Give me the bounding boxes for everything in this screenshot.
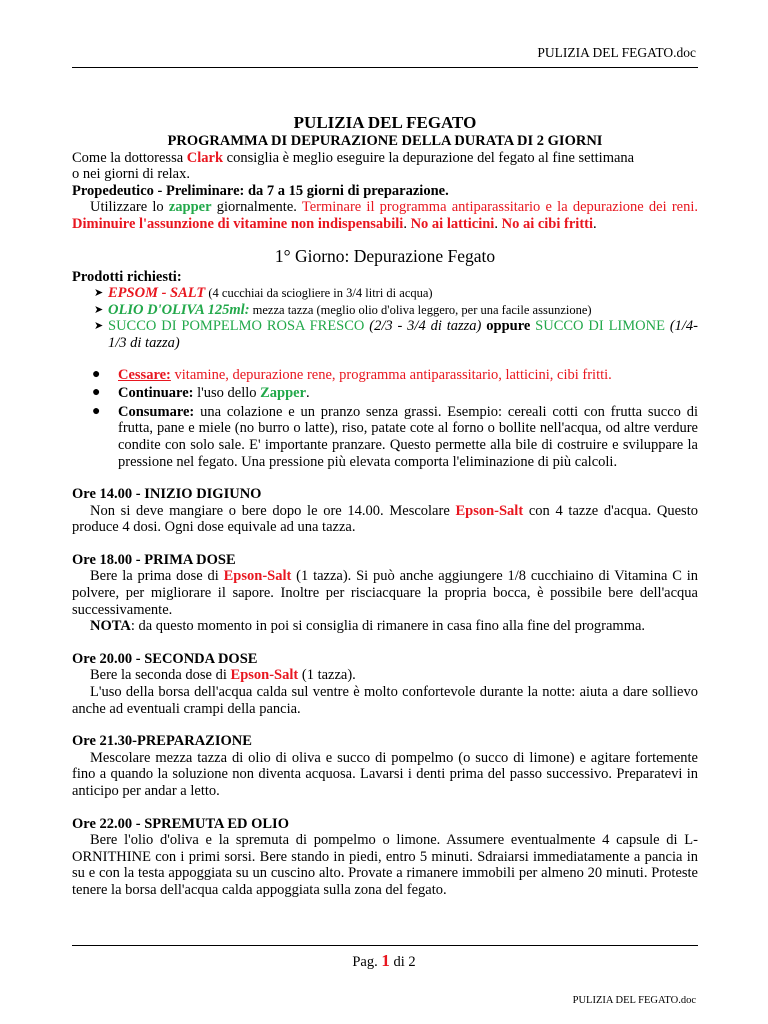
cessare-label: Cessare: xyxy=(118,366,171,383)
punct: . xyxy=(306,385,310,402)
product-qty-2: (1/4- 1/3 di tazza) xyxy=(108,318,699,351)
epson-salt: Epson-Salt xyxy=(223,568,292,585)
document-body xyxy=(72,113,698,899)
propedeutico-line: Propedeutico - Preliminare: da 7 a 15 giorni di preparazione. xyxy=(72,182,449,199)
nota-text: : da questo momento in poi si consiglia di rimanere in casa fino alla fine del programma. xyxy=(130,618,646,635)
arrow-bullet-icon: ➤ xyxy=(94,303,104,316)
warning-latticini: No ai latticini xyxy=(410,215,495,232)
product-item xyxy=(72,285,698,302)
instruction-item xyxy=(72,404,698,470)
punct: . xyxy=(403,215,411,232)
intro-text-3: o nei giorni di relax. xyxy=(72,166,190,183)
intro-text-2: consiglia è meglio eseguire la depurazione del fegato al fine settimana xyxy=(223,149,635,166)
arrow-bullet-icon: ➤ xyxy=(94,320,104,333)
product-or: oppure xyxy=(486,318,531,335)
continuare-text: l'uso dello xyxy=(193,385,261,402)
section-2200 xyxy=(72,816,698,899)
instructions-list xyxy=(72,367,698,471)
arrow-bullet-icon: ➤ xyxy=(94,287,104,300)
continuare-zapper: Zapper xyxy=(260,385,307,402)
text: con 4 tazze d'acqua. Questo produce 4 dosi. Ogni dose equivale ad una tazza. xyxy=(72,502,698,536)
header-divider xyxy=(72,67,698,68)
intro-paragraph xyxy=(72,150,698,183)
products-label: Prodotti richiesti: xyxy=(72,268,182,285)
product-name: EPSOM - SALT xyxy=(108,285,206,302)
product-name: OLIO D'OLIVA 125ml: xyxy=(108,301,250,318)
warning-antiparassitario: Terminare il programma antiparassitario e la depurazione dei reni. xyxy=(301,199,698,216)
section-1800 xyxy=(72,552,698,635)
page-suffix: di 2 xyxy=(389,954,416,970)
section-heading: Ore 14.00 - INIZIO DIGIUNO xyxy=(72,486,262,503)
product-name: SUCCO DI POMPELMO ROSA FRESCO xyxy=(108,318,365,335)
bullet-icon: ● xyxy=(92,385,101,401)
section-text xyxy=(72,667,698,684)
section-heading: Ore 18.00 - PRIMA DOSE xyxy=(72,551,236,568)
bullet-icon: ● xyxy=(92,403,101,419)
punct: . xyxy=(494,215,502,232)
consumare-text: una colazione e un pranzo senza grassi. Esempio: cereali cotti con frutta succo di frutta, pane e miele (no burro o latte), riso, patate cote al forno o bollite nell'acqua, od altre verdure condite con solo sale. E' importante pranzare. Questo permette alla bile di costruire e sviluppare la pressione nel fegato. Una pressione più elevata comporta l'eliminazione di più calcoli. xyxy=(118,403,698,470)
page-num: 1 xyxy=(381,951,390,970)
instruction-item xyxy=(72,367,698,384)
section-text xyxy=(72,568,698,618)
product-item xyxy=(72,302,698,319)
product-item xyxy=(72,318,698,351)
text: Non si deve mangiare o bere dopo le ore 14.00. Mescolare xyxy=(90,502,456,519)
products-list xyxy=(72,285,698,351)
section-text-2: L'uso della borsa dell'acqua calda sul ventre è molto confortevole durante la notte: aiuta a dare sollievo anche ad eventuali crampi della pancia. xyxy=(72,684,698,717)
header-filename: PULIZIA DEL FEGATO.doc xyxy=(537,45,696,60)
section-2130 xyxy=(72,733,698,799)
continuare-label: Continuare: xyxy=(118,385,194,402)
intro-text: Come la dottoressa xyxy=(72,149,187,166)
product-name-2: SUCCO DI LIMONE xyxy=(530,318,665,335)
product-desc: mezza tazza (meglio olio d'oliva leggero, per una facile assunzione) xyxy=(249,302,592,317)
epson-salt: Epson-Salt xyxy=(230,667,299,684)
section-1400 xyxy=(72,486,698,536)
nota-label: NOTA xyxy=(90,618,131,635)
zapper-text-2: giornalmente. xyxy=(211,199,302,216)
warning-fritti: No ai cibi fritti xyxy=(501,215,594,232)
document-subtitle: PROGRAMMA DI DEPURAZIONE DELLA DURATA DI 2 GIORNI xyxy=(167,133,603,149)
bullet-icon: ● xyxy=(92,366,101,382)
product-desc: (4 cucchiai da sciogliere in 3/4 litri di acqua) xyxy=(205,286,433,301)
footer-divider xyxy=(72,945,698,946)
section-2000 xyxy=(72,651,698,717)
text: (1 tazza). Si può anche aggiungere 1/8 cucchiaino di Vitamina C in polvere, per migliorare il sapore. Inoltre per risciacquare la propria bocca, è possibile bere dell'acqua successivamente. xyxy=(72,568,698,618)
text: (1 tazza). xyxy=(298,667,356,684)
warning-vitamine: Diminuire l'assunzione di vitamine non indispensabili xyxy=(72,215,404,232)
section-text: Bere l'olio d'oliva e la spremuta di pompelmo o limone. Assumere eventualmente 4 capsule di L-ORNITHINE con i primi sorsi. Bere stando in piedi, entro 5 minuti. Sdraiarsi immediatamente a pancia in su e con la testa appoggiata su un cuscino alto. Provate a rimanere immobili per almeno 20 minuti. Proteste tenere la borsa dell'acqua calda appoggiata sulla zona del fegato. xyxy=(72,832,698,898)
text: Bere la prima dose di xyxy=(90,568,224,585)
zapper-paragraph xyxy=(72,199,698,232)
nota-line xyxy=(72,618,698,635)
section-heading: Ore 22.00 - SPREMUTA ED OLIO xyxy=(72,815,289,832)
day1-title: 1° Giorno: Depurazione Fegato xyxy=(274,245,496,266)
section-heading: Ore 20.00 - SECONDA DOSE xyxy=(72,650,258,667)
page-number xyxy=(0,953,768,971)
page-prefix: Pag. xyxy=(352,954,382,970)
section-heading: Ore 21.30-PREPARAZIONE xyxy=(72,733,252,750)
product-qty: (2/3 - 3/4 di tazza) xyxy=(364,318,487,335)
cessare-text: vitamine, depurazione rene, programma antiparassitario, latticini, cibi fritti. xyxy=(170,366,612,383)
document-title: PULIZIA DEL FEGATO xyxy=(293,113,477,132)
consumare-label: Consumare: xyxy=(118,403,195,420)
zapper-word: zapper xyxy=(168,199,212,216)
text: Bere la seconda dose di xyxy=(90,667,231,684)
instruction-item xyxy=(72,385,698,402)
zapper-text: Utilizzare lo xyxy=(90,199,169,216)
epson-salt: Epson-Salt xyxy=(455,502,524,519)
footer-filename: PULIZIA DEL FEGATO.doc xyxy=(572,995,696,1006)
punct: . xyxy=(593,215,597,232)
clark-name: Clark xyxy=(186,149,224,166)
section-text xyxy=(72,503,698,536)
section-text: Mescolare mezza tazza di olio di oliva e succo di pompelmo (o succo di limone) e agitare fortemente fino a quando la soluzione non diventa acquosa. Lavarsi i denti prima del passo successivo. Preparatevi in anticipo per andar a letto. xyxy=(72,749,698,799)
